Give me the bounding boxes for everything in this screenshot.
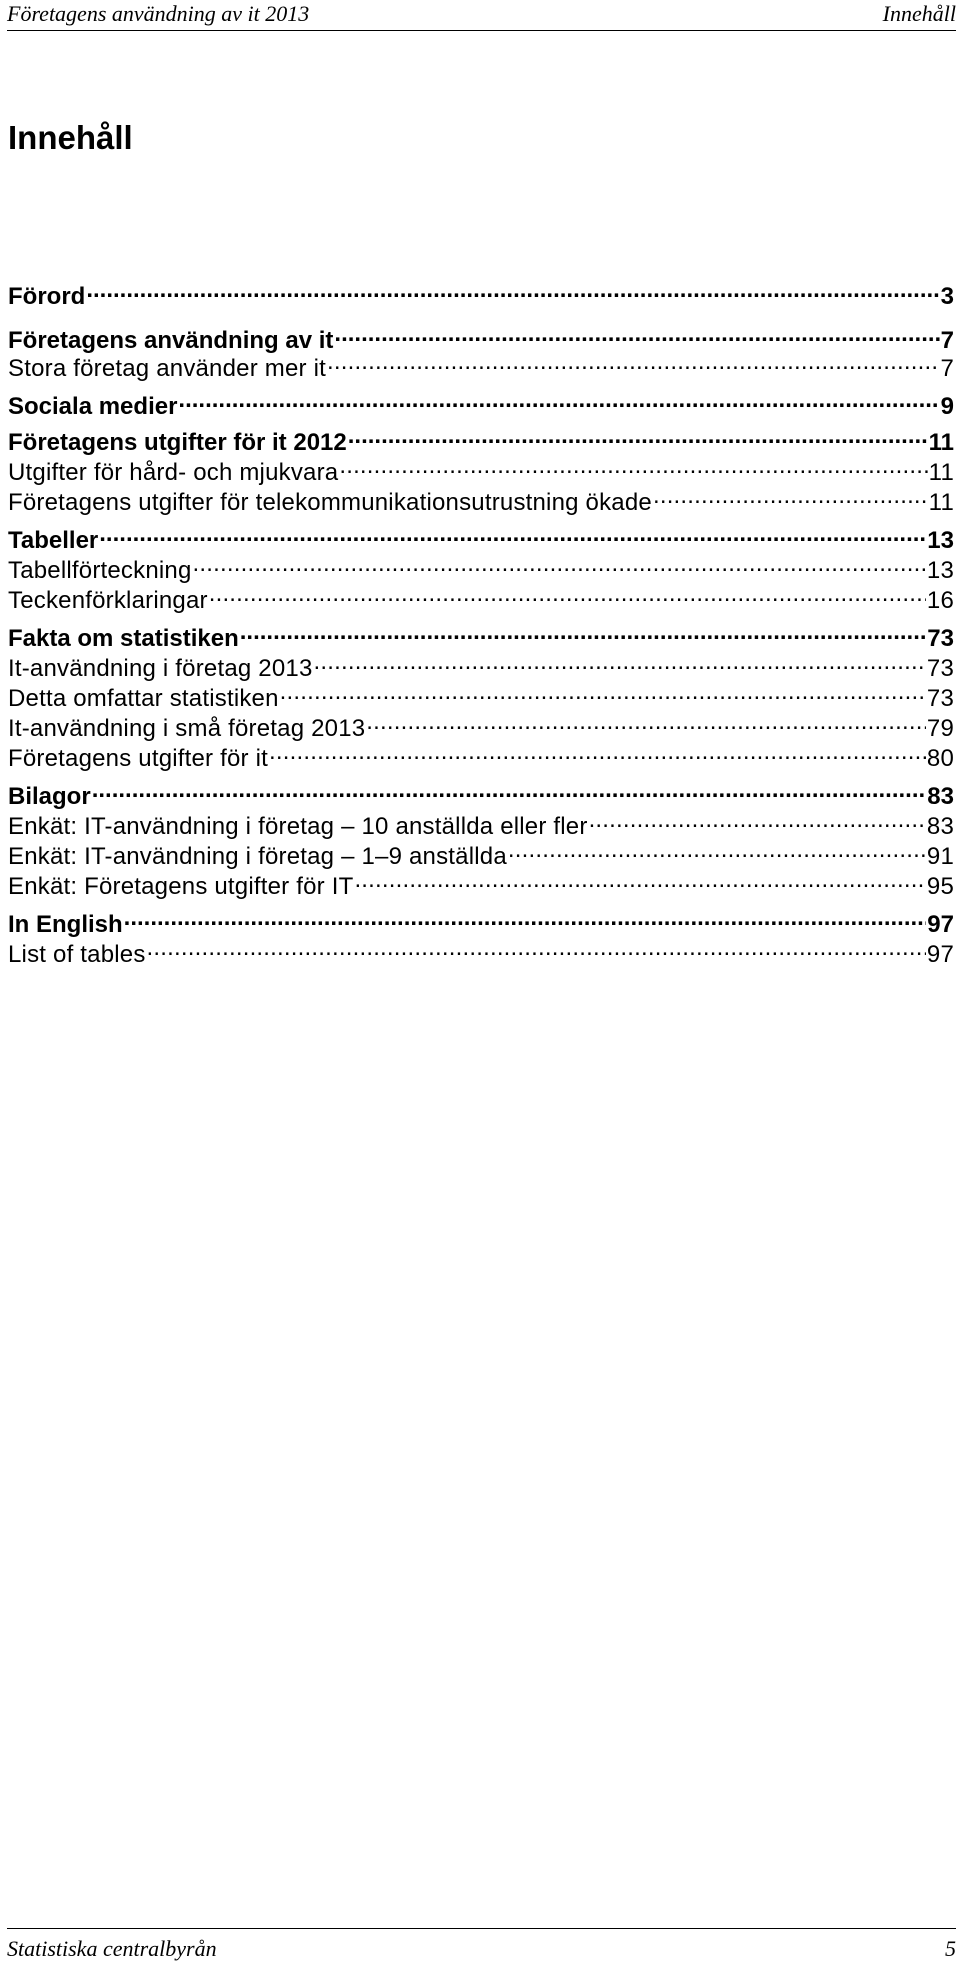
- toc-entry-label: List of tables: [8, 941, 146, 968]
- toc-entry-label: Företagens användning av it: [8, 327, 334, 354]
- toc-entry-label: Företagens utgifter för it: [8, 745, 268, 772]
- toc-dot-leader: [348, 426, 928, 450]
- toc-entry-page-number: 80: [926, 745, 954, 772]
- toc-dot-leader: [339, 456, 927, 480]
- toc-entry[interactable]: [8, 456, 954, 488]
- toc-dot-leader: [99, 524, 926, 548]
- toc-entry[interactable]: [8, 584, 954, 616]
- toc-entry-page-number: 11: [928, 429, 954, 456]
- toc-entry-label: Teckenförklaringar: [8, 587, 208, 614]
- header-document-title: Företagens användning av it 2013: [7, 1, 310, 26]
- toc-entry-label: Fakta om statistiken: [8, 625, 239, 652]
- toc-entry[interactable]: [8, 352, 954, 384]
- footer-publisher: Statistiska centralbyrån: [7, 1936, 217, 1961]
- toc-dot-leader: [147, 938, 926, 962]
- toc-entry-page-number: 73: [927, 625, 954, 652]
- toc-entry-page-number: 73: [926, 685, 954, 712]
- toc-entry[interactable]: [8, 780, 954, 812]
- toc-entry[interactable]: [8, 426, 954, 458]
- toc-entry[interactable]: [8, 682, 954, 714]
- toc-entry-label: It-användning i företag 2013: [8, 655, 313, 682]
- toc-entry-label: Enkät: IT-användning i företag – 1–9 anställda: [8, 843, 507, 870]
- toc-entry[interactable]: [8, 554, 954, 586]
- toc-dot-leader: [334, 324, 939, 348]
- toc-dot-leader: [366, 712, 926, 736]
- toc-entry[interactable]: [8, 524, 954, 556]
- toc-entry[interactable]: [8, 652, 954, 684]
- toc-dot-leader: [124, 908, 927, 932]
- toc-entry-page-number: 83: [927, 783, 954, 810]
- toc-entry-page-number: 7: [940, 327, 954, 354]
- toc-dot-leader: [92, 780, 927, 804]
- toc-entry-page-number: 16: [926, 587, 954, 614]
- toc-entry-label: Detta omfattar statistiken: [8, 685, 279, 712]
- toc-entry-label: Tabellförteckning: [8, 557, 192, 584]
- toc-entry[interactable]: [8, 390, 954, 422]
- toc-entry-label: Utgifter för hård- och mjukvara: [8, 459, 339, 486]
- toc-entry-page-number: 73: [926, 655, 954, 682]
- toc-entry-page-number: 91: [926, 843, 954, 870]
- toc-dot-leader: [508, 840, 926, 864]
- toc-entry[interactable]: [8, 280, 954, 312]
- toc-entry-page-number: 79: [926, 715, 954, 742]
- toc-entry[interactable]: [8, 840, 954, 872]
- toc-entry-label: Enkät: IT-användning i företag – 10 anställda eller fler: [8, 813, 588, 840]
- toc-entry-label: Företagens utgifter för it 2012: [8, 429, 347, 456]
- toc-entry-label: Enkät: Företagens utgifter för IT: [8, 873, 354, 900]
- running-header: [7, 0, 956, 31]
- toc-dot-leader: [314, 652, 926, 676]
- toc-dot-leader: [193, 554, 926, 578]
- toc-dot-leader: [354, 870, 925, 894]
- toc-entry-page-number: 11: [928, 459, 954, 486]
- header-section-title: Innehåll: [882, 1, 956, 26]
- toc-entry[interactable]: [8, 938, 954, 970]
- toc-dot-leader: [209, 584, 926, 608]
- toc-entry[interactable]: [8, 908, 954, 940]
- toc-entry[interactable]: [8, 622, 954, 654]
- toc-dot-leader: [327, 352, 939, 376]
- toc-entry-label: Stora företag använder mer it: [8, 355, 326, 382]
- toc-dot-leader: [589, 810, 926, 834]
- toc-entry-label: Bilagor: [8, 783, 91, 810]
- toc-entry-label: Sociala medier: [8, 393, 178, 420]
- toc-dot-leader: [86, 280, 939, 304]
- toc-dot-leader: [280, 682, 926, 706]
- toc-entry-page-number: 83: [926, 813, 954, 840]
- toc-entry[interactable]: [8, 486, 954, 518]
- page-title: Innehåll: [8, 119, 133, 156]
- toc-entry[interactable]: [8, 712, 954, 744]
- toc-entry[interactable]: [8, 742, 954, 774]
- toc-entry-page-number: 97: [926, 941, 954, 968]
- toc-entry-page-number: 97: [927, 911, 954, 938]
- running-footer: [7, 1928, 956, 1965]
- toc-entry-label: It-användning i små företag 2013: [8, 715, 366, 742]
- toc-entry-page-number: 13: [927, 527, 954, 554]
- toc-entry-page-number: 11: [928, 489, 954, 516]
- toc-entry-page-number: 7: [940, 355, 954, 382]
- toc-entry-label: In English: [8, 911, 123, 938]
- toc-entry-page-number: 95: [926, 873, 954, 900]
- toc-dot-leader: [240, 622, 927, 646]
- toc-entry[interactable]: [8, 810, 954, 842]
- toc-dot-leader: [178, 390, 939, 414]
- toc-entry-label: Tabeller: [8, 527, 99, 554]
- toc-entry-page-number: 3: [940, 283, 954, 310]
- toc-dot-leader: [269, 742, 926, 766]
- toc-entry-page-number: 13: [926, 557, 954, 584]
- toc-entry-label: Företagens utgifter för telekommunikationsutrustning ökade: [8, 489, 652, 516]
- toc-entry-page-number: 9: [940, 393, 954, 420]
- toc-dot-leader: [653, 486, 928, 510]
- toc-entry[interactable]: [8, 870, 954, 902]
- toc-entry-label: Förord: [8, 283, 86, 310]
- footer-page-number: 5: [945, 1936, 956, 1961]
